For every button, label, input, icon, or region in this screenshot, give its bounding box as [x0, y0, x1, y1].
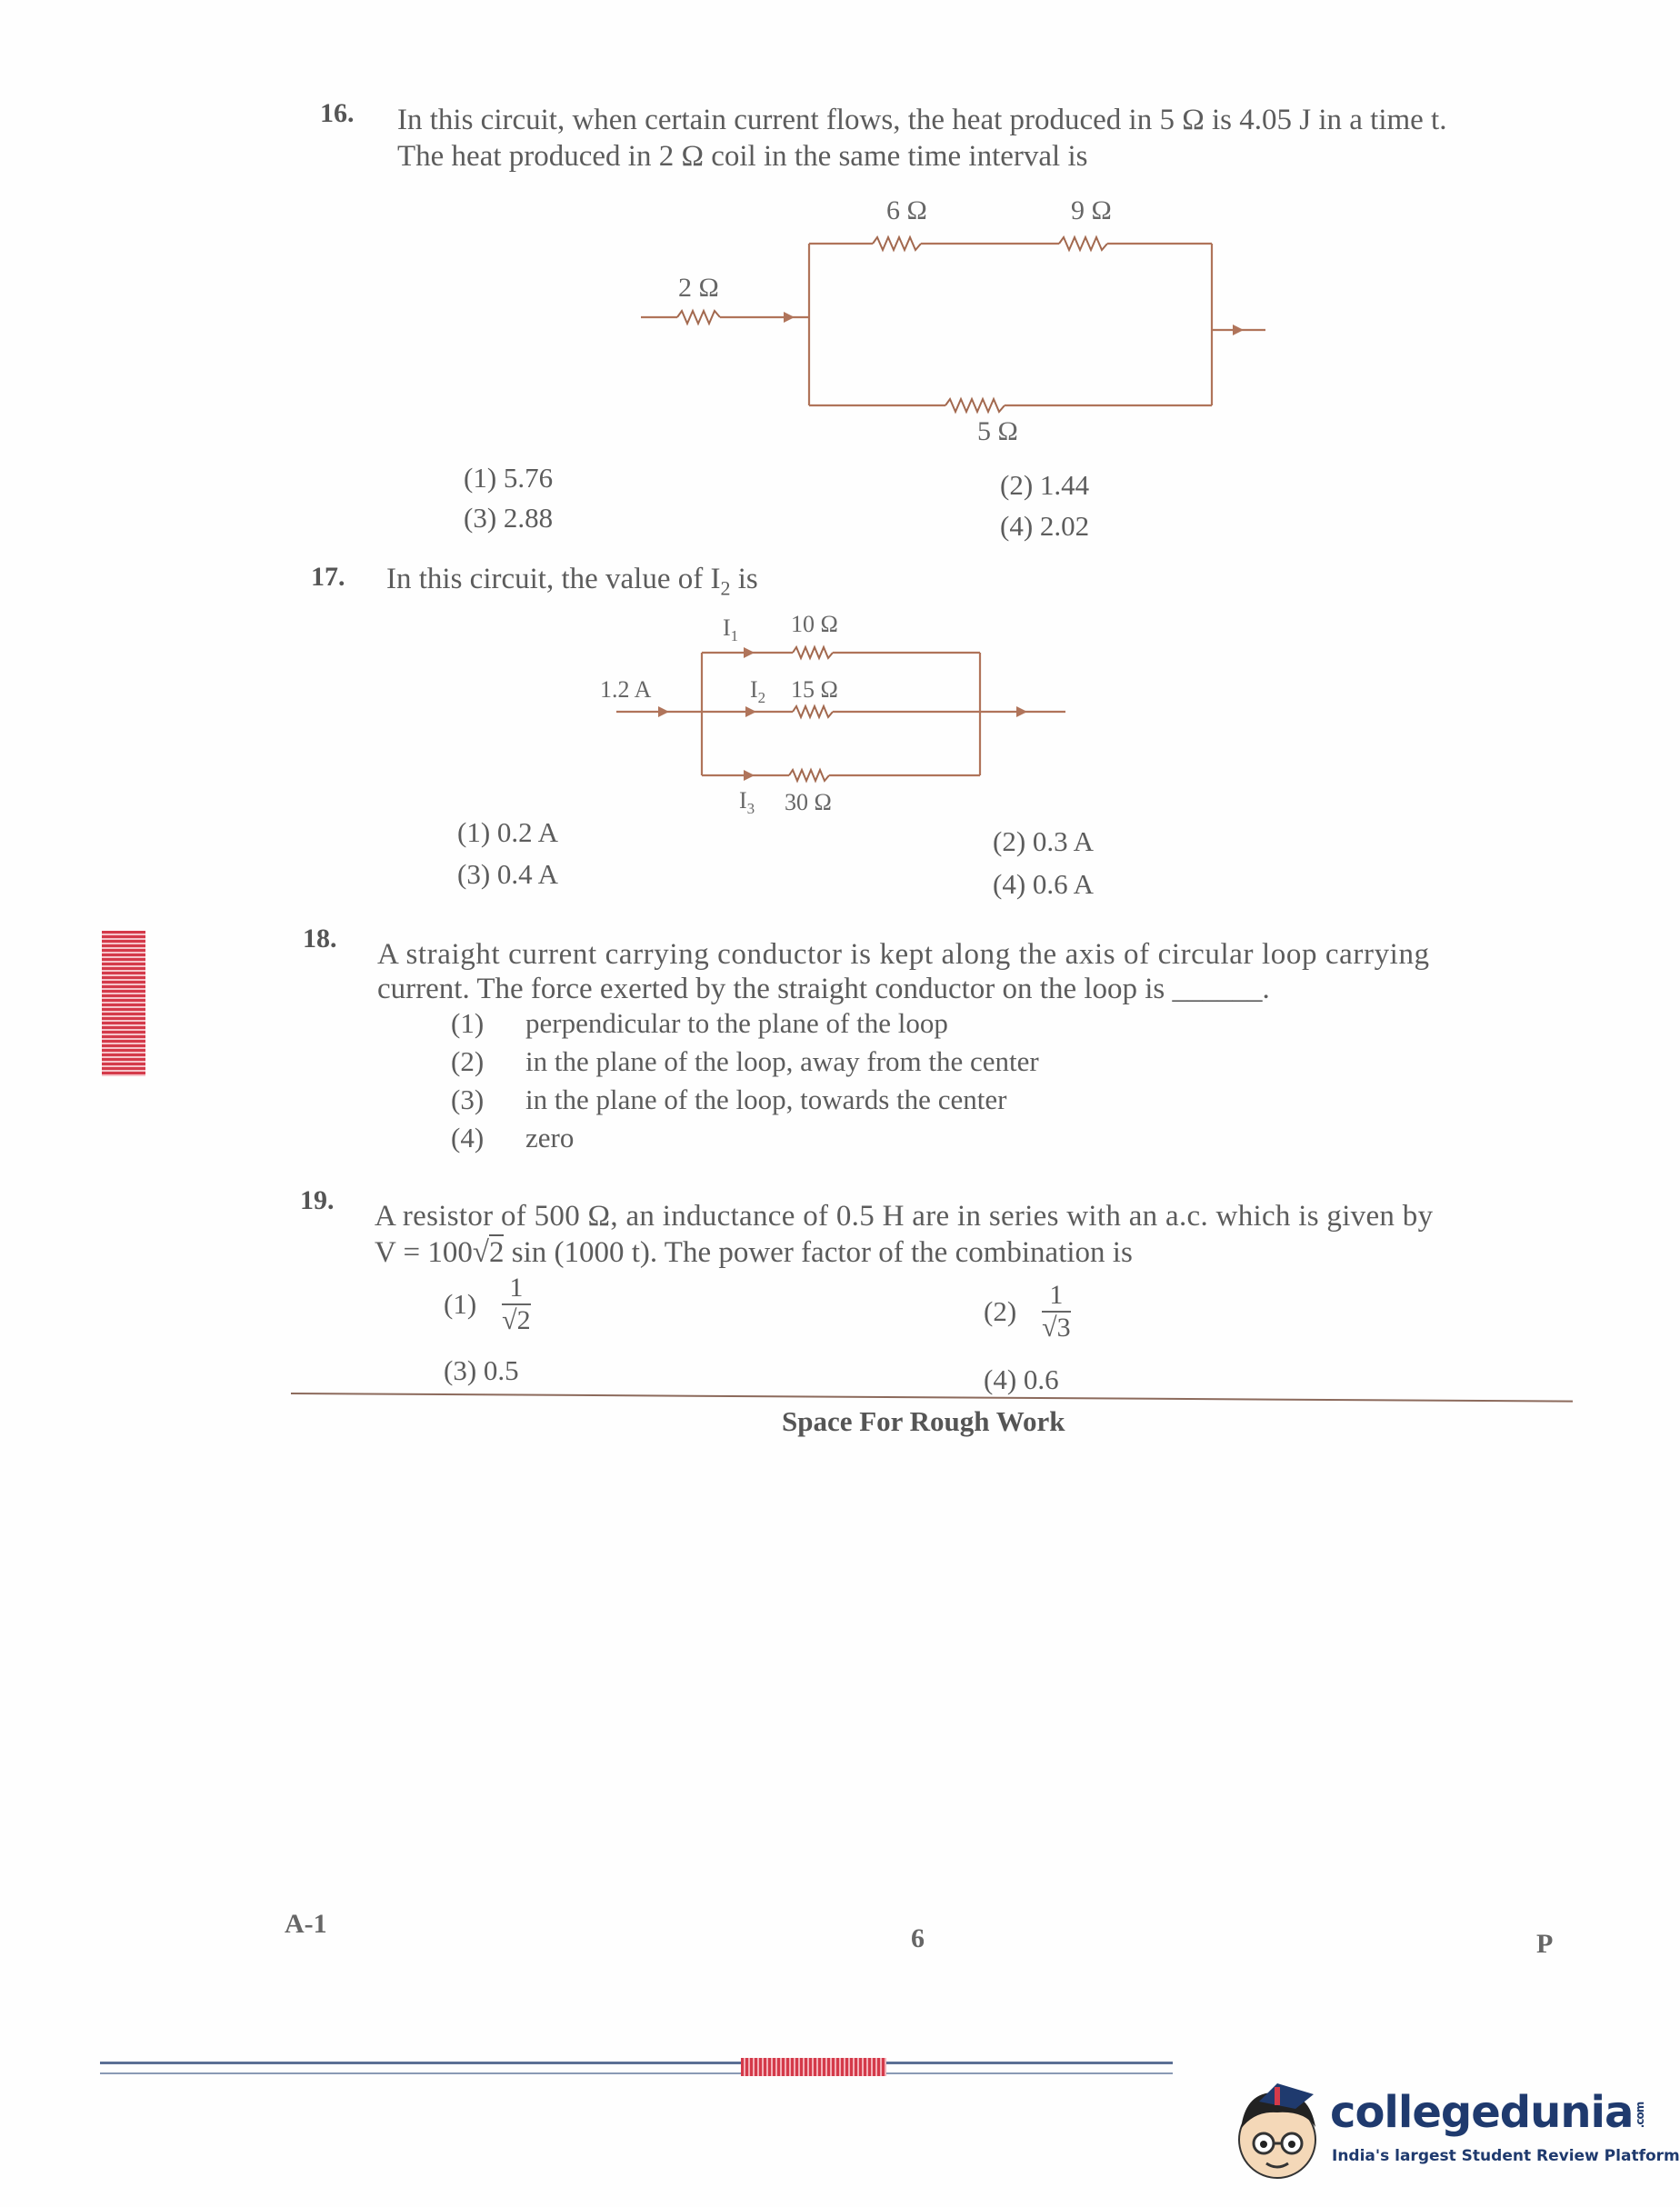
q19-option-1: [444, 1273, 531, 1336]
q18-option-3-text: in the plane of the loop, towards the center: [525, 1084, 1007, 1115]
left-margin-barcode: [102, 931, 145, 1076]
q19-option-3: (3) 0.5: [444, 1354, 519, 1386]
q19-option-2-fraction: [1042, 1280, 1070, 1343]
q17-label-10ohm: 10 Ω: [791, 611, 838, 637]
q18-option-2-text: in the plane of the loop, away from the center: [525, 1045, 1039, 1077]
q16-option-1: (1) 5.76: [464, 462, 554, 494]
q18-option-3-number: (3): [451, 1084, 485, 1115]
q18-number: 18.: [303, 924, 337, 954]
q19-text-line2-pre: V = 100: [375, 1236, 473, 1269]
q16-option-3: (3) 2.88: [464, 502, 554, 534]
q18-option-1: [451, 1007, 948, 1040]
q17-option-1: (1) 0.2 A: [457, 816, 559, 848]
bottom-barcode: [741, 2058, 886, 2076]
q17-text-end: is: [730, 563, 758, 595]
q17-label-30ohm: 30 Ω: [785, 789, 832, 815]
q16-label-9ohm: 9 Ω: [1071, 195, 1112, 225]
q18-option-3: [451, 1084, 1006, 1116]
q17-label-input-current: 1.2 A: [600, 676, 652, 703]
q18-option-4-number: (4): [451, 1122, 485, 1153]
q19-text-line2: [375, 1234, 1133, 1271]
q16-option-4: (4) 2.02: [1000, 510, 1090, 542]
q18-option-1-number: (1): [451, 1007, 485, 1039]
q17-number: 17.: [311, 562, 345, 592]
collegedunia-logo: [1223, 2074, 1680, 2192]
q18-option-4: [451, 1122, 574, 1154]
q18-option-2: [451, 1045, 1039, 1078]
q17-option-3: (3) 0.4 A: [457, 858, 559, 890]
q18-option-1-text: perpendicular to the plane of the loop: [525, 1007, 948, 1039]
logo-suffix: .com: [1634, 2102, 1647, 2129]
q19-option-1-fraction: [502, 1273, 530, 1336]
q19-text-line2-root: 2: [488, 1236, 505, 1269]
q17-label-i1: [723, 614, 738, 645]
q19-text-line2-post: sin (1000 t). The power factor of the combination is: [504, 1236, 1133, 1269]
q17-text-main: In this circuit, the value of I: [386, 563, 721, 595]
q19-number: 19.: [300, 1185, 335, 1215]
q19-option-2-number: (2): [984, 1295, 1017, 1327]
q17-option-2: (2) 0.3 A: [993, 825, 1095, 857]
q18-option-4-text: zero: [525, 1122, 575, 1153]
q18-option-2-number: (2): [451, 1045, 485, 1077]
q16-option-2: (2) 1.44: [1000, 469, 1090, 501]
footer-page-number: 6: [911, 1923, 925, 1953]
q16-label-2ohm: 2 Ω: [678, 273, 719, 303]
q19-option-1-number: (1): [444, 1288, 477, 1320]
bottom-edge-line-2: [100, 2072, 1173, 2074]
q17-label-i3-letter: I: [739, 787, 747, 814]
q19-option-4: (4) 0.6: [984, 1363, 1059, 1395]
bottom-edge-line: [100, 2062, 1173, 2064]
q16-label-5ohm: 5 Ω: [977, 416, 1018, 446]
q17-label-15ohm: 15 Ω: [791, 676, 838, 703]
q19-text-line1: A resistor of 500 Ω, an inductance of 0.5 H are in series with an a.c. which is given by: [375, 1200, 1434, 1233]
q17-option-4: (4) 0.6 A: [993, 868, 1095, 900]
rough-work-heading: Space For Rough Work: [782, 1405, 1065, 1437]
q17-label-i2: [750, 676, 765, 707]
q16-text-line2: The heat produced in 2 Ω coil in the same time interval is: [397, 140, 1088, 173]
q16-number: 16.: [320, 98, 355, 128]
mascot-icon: [1223, 2074, 1332, 2192]
q19-option-2-numerator: 1: [1042, 1280, 1070, 1313]
q19-option-1-numerator: 1: [502, 1273, 530, 1305]
logo-wordmark: [1330, 2087, 1654, 2138]
footer-set-letter: P: [1536, 1929, 1554, 1959]
q18-text-line2: current. The force exerted by the straight conductor on the loop is ______.: [377, 973, 1270, 1005]
q19-sqrt-sign: √: [472, 1236, 489, 1269]
q17-label-i3: [739, 787, 755, 818]
q16-text-line1: In this circuit, when certain current flows, the heat produced in 5 Ω is 4.05 J in a time t.: [397, 104, 1447, 136]
q19-option-2-denominator: √3: [1042, 1313, 1071, 1343]
q17-label-i3-sub: 3: [746, 800, 755, 818]
q17-label-i2-letter: I: [750, 676, 758, 703]
q17-label-i1-letter: I: [723, 614, 731, 641]
q19-option-2: [984, 1280, 1071, 1343]
q18-text-line1: A straight current carrying conductor is kept along the axis of circular loop carrying: [377, 938, 1430, 971]
q17-label-i1-sub: 1: [730, 627, 739, 645]
q17-label-i2-sub: 2: [757, 689, 766, 707]
q16-label-6ohm: 6 Ω: [886, 195, 927, 225]
q17-text-sub: 2: [720, 576, 731, 600]
logo-name: collegedunia: [1330, 2087, 1634, 2138]
logo-tagline: India's largest Student Review Platform: [1332, 2147, 1680, 2165]
footer-booklet-code: A-1: [285, 1909, 327, 1939]
q19-option-1-denominator: √2: [502, 1305, 531, 1335]
